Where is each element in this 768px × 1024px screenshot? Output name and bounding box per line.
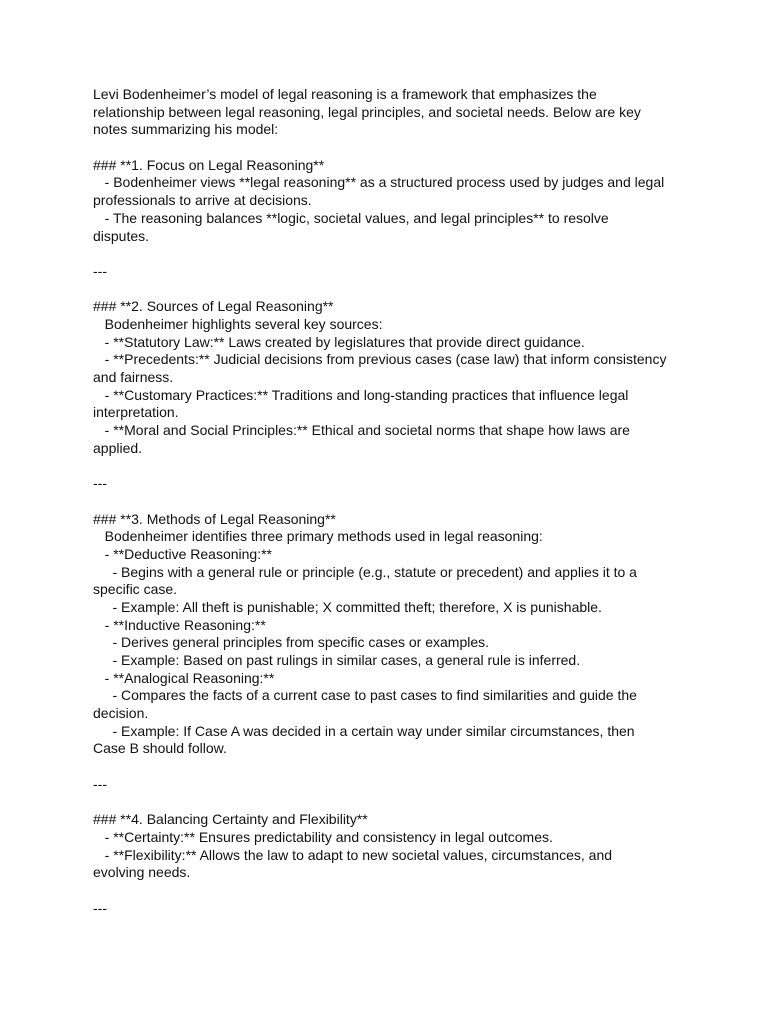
section-divider: --- [93, 899, 107, 916]
section-divider: --- [93, 262, 107, 279]
body-line: - Derives general principles from specific cases or examples. [93, 634, 490, 651]
body-line: and fairness. [93, 369, 174, 385]
section-heading: ### **3. Methods of Legal Reasoning** [93, 510, 336, 527]
body-line: - Example: Based on past rulings in similar cases, a general rule is inferred. [93, 652, 581, 668]
intro-line: notes summarizing his model: [93, 121, 279, 138]
body-line: - Begins with a general rule or principle (e.g., statute or precedent) and applies it to a [93, 563, 637, 580]
body-line: - Bodenheimer views **legal reasoning** as a structured process used by judges and legal [93, 174, 665, 191]
intro-line: relationship between legal reasoning, legal principles, and societal needs. Below are key [93, 103, 641, 120]
body-line: - **Inductive Reasoning:** [93, 616, 266, 633]
body-line: - **Precedents:** Judicial decisions from previous cases (case law) that inform consistency [93, 351, 667, 368]
body-line: - Compares the facts of a current case to past cases to find similarities and guide the [93, 687, 637, 704]
section-heading: ### **2. Sources of Legal Reasoning** [93, 298, 334, 315]
body-line: - **Statutory Law:** Laws created by legislatures that provide direct guidance. [93, 333, 585, 350]
section-divider: --- [93, 775, 107, 792]
section-methods-of-legal-reasoning [93, 511, 683, 794]
body-line: professionals to arrive at decisions. [93, 192, 312, 209]
body-line: - **Deductive Reasoning:** [93, 545, 272, 562]
section-heading: ### **4. Balancing Certainty and Flexibility** [93, 811, 368, 828]
body-line: evolving needs. [93, 864, 191, 881]
intro-paragraph [93, 86, 683, 139]
body-line: interpretation. [93, 404, 179, 421]
body-line: - **Analogical Reasoning:** [93, 669, 275, 686]
body-line: - Example: If Case A was decided in a certain way under similar circumstances, then [93, 722, 635, 739]
section-balancing-certainty-and-flexibility [93, 811, 683, 917]
section-sources-of-legal-reasoning [93, 298, 683, 493]
document-page [93, 86, 683, 917]
body-line: - The reasoning balances **logic, societal values, and legal principles** to resolve [93, 209, 609, 226]
intro-line: Levi Bodenheimer’s model of legal reasoning is a framework that emphasizes the [93, 86, 597, 102]
body-line: - **Customary Practices:** Traditions and long-standing practices that influence legal [93, 386, 629, 403]
body-line: - **Certainty:** Ensures predictability and consistency in legal outcomes. [93, 828, 553, 845]
body-line: applied. [93, 439, 143, 456]
body-line: decision. [93, 705, 149, 722]
body-line: Bodenheimer identifies three primary methods used in legal reasoning: [93, 528, 543, 545]
body-line: - **Flexibility:** Allows the law to adapt to new societal values, circumstances, and [93, 846, 613, 863]
body-line: specific case. [93, 581, 178, 598]
body-line: - Example: All theft is punishable; X committed theft; therefore, X is punishable. [93, 598, 602, 615]
body-line: Bodenheimer highlights several key sources: [93, 315, 383, 332]
body-line: disputes. [93, 227, 150, 244]
body-line: Case B should follow. [93, 740, 227, 757]
section-focus-on-legal-reasoning [93, 157, 683, 281]
section-heading: ### **1. Focus on Legal Reasoning** [93, 156, 325, 173]
section-divider: --- [93, 475, 107, 492]
body-line: - **Moral and Social Principles:** Ethical and societal norms that shape how laws are [93, 422, 630, 439]
